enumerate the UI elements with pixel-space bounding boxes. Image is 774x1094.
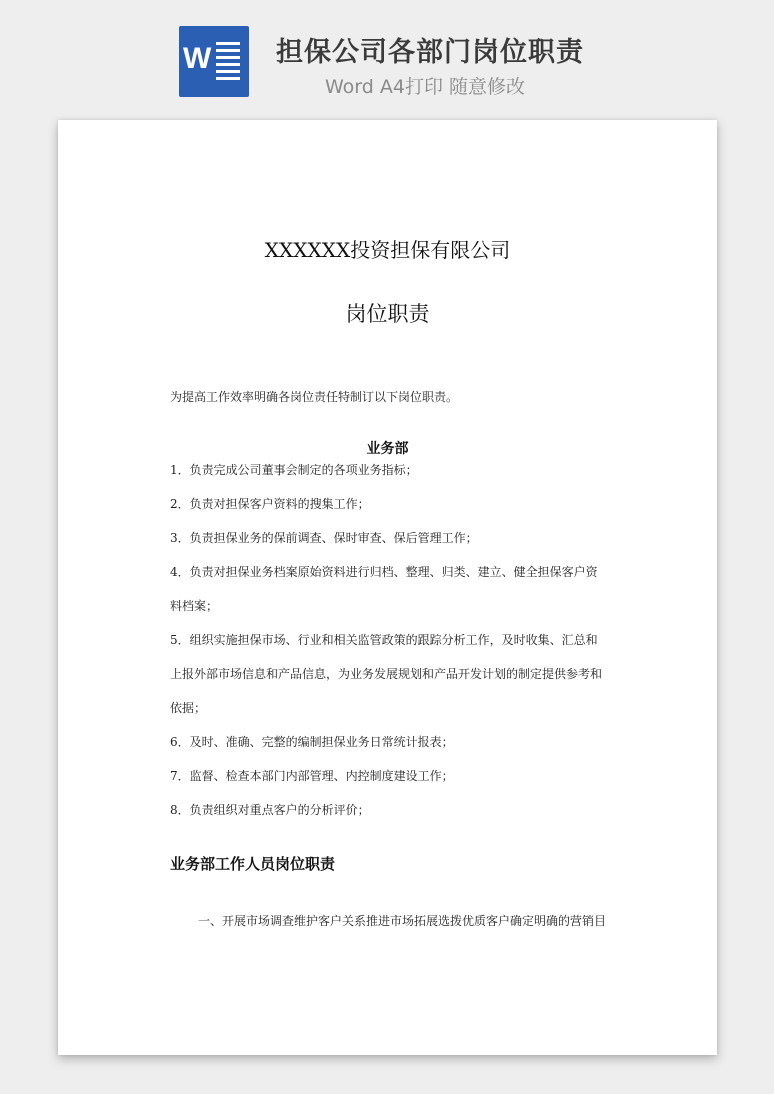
duty-line: 8．负责组织对重点客户的分析评价； [170,803,370,817]
company-name: XXXXXX投资担保有限公司 [264,238,511,262]
duty-line: 料档案； [170,599,219,613]
word-icon-lines [216,42,240,84]
header-title: 担保公司各部门岗位职责 [276,37,584,68]
duty-line: 7．监督、检查本部门内部管理、内控制度建设工作； [170,769,454,783]
word-icon-letter: W [183,42,212,75]
duty-list [170,460,610,834]
intro-text: 为提高工作效率明确各岗位责任特制订以下岗位职责。 [170,390,459,404]
document-page [58,120,717,1055]
department-heading: 业务部 [366,441,409,457]
duty-line: 1．负责完成公司董事会制定的各项业务指标； [170,463,418,477]
duty-line: 5．组织实施担保市场、行业和相关监管政策的跟踪分析工作，及时收集、汇总和 [170,633,598,647]
duty-line: 6．及时、准确、完整的编制担保业务日常统计报表； [170,735,454,749]
duty-line: 上报外部市场信息和产品信息，为业务发展规划和产品开发计划的制定提供参考和 [170,667,603,681]
duty-line: 2．负责对担保客户资料的搜集工作； [170,497,370,511]
duty-line: 依据； [170,701,207,715]
header-subtitle: Word A4打印 随意修改 [325,76,526,98]
header [0,0,774,115]
duty-line: 4．负责对担保业务档案原始资料进行归档、整理、归类、建立、健全担保客户资 [170,565,598,579]
section-heading: 业务部工作人员岗位职责 [170,855,336,873]
paragraph-text: 一、开展市场调查维护客户关系推进市场拓展选拨优质客户确定明确的营销目 [198,914,607,928]
duty-line: 3．负责担保业务的保前调查、保时审查、保后管理工作； [170,531,478,545]
word-document-icon [179,26,249,97]
document-title: 岗位职责 [345,302,430,326]
